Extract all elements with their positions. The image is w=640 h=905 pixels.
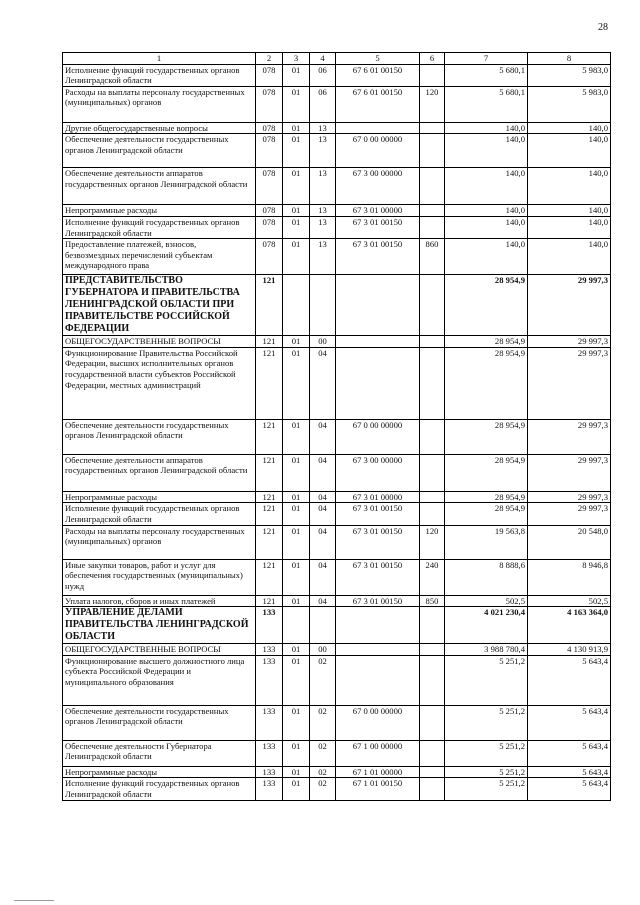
section-cell: 01 [283, 503, 310, 525]
ministry-code-cell: 121 [256, 275, 283, 336]
row-name-cell: Исполнение функций государственных органов Ленинградской области [63, 503, 256, 525]
ministry-code-cell: 078 [256, 216, 283, 238]
row-name-cell: Уплата налогов, сборов и иных платежей [63, 595, 256, 607]
expense-type-cell [420, 454, 445, 491]
table-row [63, 559, 611, 595]
row-name-cell: Обеспечение деятельности Губернатора Ленинградской области [63, 740, 256, 766]
amount-year-2-cell: 29 997,3 [528, 454, 611, 491]
header-col-2: 2 [256, 53, 283, 65]
section-cell: 01 [283, 559, 310, 595]
section-cell: 01 [283, 134, 310, 168]
amount-year-2-cell: 5 643,4 [528, 740, 611, 766]
amount-year-2-cell: 502,5 [528, 595, 611, 607]
expense-type-cell [420, 168, 445, 205]
subsection-cell: 04 [310, 454, 336, 491]
table-row [63, 134, 611, 168]
table-row [63, 644, 611, 656]
amount-year-2-cell: 20 548,0 [528, 525, 611, 559]
subsection-cell: 13 [310, 134, 336, 168]
target-article-cell: 67 1 01 00150 [336, 778, 420, 800]
section-cell: 01 [283, 491, 310, 503]
amount-year-2-cell: 140,0 [528, 239, 611, 275]
ministry-code-cell: 078 [256, 134, 283, 168]
amount-year-1-cell: 8 888,6 [445, 559, 528, 595]
table-row [63, 419, 611, 454]
amount-year-1-cell: 28 954,9 [445, 336, 528, 348]
row-name-cell: Обеспечение деятельности государственных органов Ленинградской области [63, 419, 256, 454]
amount-year-1-cell: 140,0 [445, 216, 528, 238]
expense-type-cell [420, 503, 445, 525]
amount-year-1-cell: 5 680,1 [445, 64, 528, 86]
row-name-cell: Исполнение функций государственных органов Ленинградской области [63, 64, 256, 86]
section-cell: 01 [283, 644, 310, 656]
section-cell: 01 [283, 740, 310, 766]
target-article-cell: 67 3 00 00000 [336, 454, 420, 491]
amount-year-2-cell: 5 643,4 [528, 705, 611, 740]
amount-year-2-cell: 29 997,3 [528, 336, 611, 348]
expense-type-cell: 850 [420, 595, 445, 607]
expense-type-cell [420, 644, 445, 656]
section-cell: 01 [283, 454, 310, 491]
header-col-6: 6 [420, 53, 445, 65]
ministry-code-cell: 121 [256, 336, 283, 348]
table-row [63, 168, 611, 205]
expense-type-cell: 240 [420, 559, 445, 595]
ministry-code-cell: 121 [256, 454, 283, 491]
section-cell: 01 [283, 336, 310, 348]
row-name-cell: Иные закупки товаров, работ и услуг для обеспечения государственных (муниципальных) нужд [63, 559, 256, 595]
target-article-cell [336, 336, 420, 348]
subsection-cell: 13 [310, 122, 336, 134]
amount-year-2-cell: 29 997,3 [528, 503, 611, 525]
ministry-code-cell: 078 [256, 122, 283, 134]
subsection-cell: 04 [310, 559, 336, 595]
section-cell: 01 [283, 655, 310, 705]
expense-type-cell [420, 347, 445, 419]
amount-year-2-cell: 29 997,3 [528, 419, 611, 454]
amount-year-1-cell: 28 954,9 [445, 454, 528, 491]
scan-artifact [14, 900, 54, 901]
amount-year-1-cell: 140,0 [445, 122, 528, 134]
amount-year-2-cell: 4 163 364,0 [528, 607, 611, 644]
table-row [63, 655, 611, 705]
amount-year-2-cell: 8 946,8 [528, 559, 611, 595]
header-col-4: 4 [310, 53, 336, 65]
expense-type-cell [420, 766, 445, 778]
target-article-cell: 67 6 01 00150 [336, 86, 420, 122]
subsection-cell: 02 [310, 766, 336, 778]
amount-year-1-cell: 502,5 [445, 595, 528, 607]
ministry-code-cell: 133 [256, 778, 283, 800]
header-col-3: 3 [283, 53, 310, 65]
amount-year-1-cell: 28 954,9 [445, 491, 528, 503]
expense-type-cell [420, 216, 445, 238]
section-cell: 01 [283, 525, 310, 559]
section-cell: 01 [283, 347, 310, 419]
row-name-cell: Исполнение функций государственных органов Ленинградской области [63, 216, 256, 238]
row-name-cell: ПРЕДСТАВИТЕЛЬСТВО ГУБЕРНАТОРА И ПРАВИТЕЛЬСТВА ЛЕНИНГРАДСКОЙ ОБЛАСТИ ПРИ ПРАВИТЕЛЬСТВЕ РОССИЙСКОЙ ФЕДЕРАЦИИ [63, 275, 256, 336]
target-article-cell [336, 644, 420, 656]
amount-year-2-cell: 140,0 [528, 134, 611, 168]
subsection-cell: 02 [310, 740, 336, 766]
row-name-cell: Обеспечение деятельности аппаратов государственных органов Ленинградской области [63, 168, 256, 205]
row-name-cell: УПРАВЛЕНИЕ ДЕЛАМИ ПРАВИТЕЛЬСТВА ЛЕНИНГРАДСКОЙ ОБЛАСТИ [63, 607, 256, 644]
subsection-cell: 04 [310, 595, 336, 607]
subsection-cell: 04 [310, 419, 336, 454]
subsection-cell: 04 [310, 347, 336, 419]
expense-type-cell [420, 275, 445, 336]
table-row [63, 86, 611, 122]
expense-type-cell [420, 336, 445, 348]
header-col-5: 5 [336, 53, 420, 65]
amount-year-1-cell: 28 954,9 [445, 347, 528, 419]
expense-type-cell [420, 491, 445, 503]
section-cell: 01 [283, 86, 310, 122]
target-article-cell: 67 6 01 00150 [336, 64, 420, 86]
target-article-cell: 67 0 00 00000 [336, 705, 420, 740]
subsection-cell: 00 [310, 336, 336, 348]
section-cell: 01 [283, 168, 310, 205]
expense-type-cell [420, 122, 445, 134]
subsection-cell: 02 [310, 705, 336, 740]
header-col-8: 8 [528, 53, 611, 65]
row-name-cell: ОБЩЕГОСУДАРСТВЕННЫЕ ВОПРОСЫ [63, 644, 256, 656]
budget-table [62, 52, 611, 801]
section-cell: 01 [283, 64, 310, 86]
amount-year-2-cell: 29 997,3 [528, 275, 611, 336]
table-row [63, 336, 611, 348]
target-article-cell: 67 3 01 00150 [336, 239, 420, 275]
amount-year-1-cell: 5 251,2 [445, 766, 528, 778]
row-name-cell: Функционирование высшего должностного лица субъекта Российской Федерации и муниципального образования [63, 655, 256, 705]
row-name-cell: Расходы на выплаты персоналу государственных (муниципальных) органов [63, 525, 256, 559]
amount-year-2-cell: 140,0 [528, 205, 611, 217]
amount-year-2-cell: 5 983,0 [528, 86, 611, 122]
table-header-row [63, 53, 611, 65]
table-row [63, 122, 611, 134]
row-name-cell: ОБЩЕГОСУДАРСТВЕННЫЕ ВОПРОСЫ [63, 336, 256, 348]
section-cell: 01 [283, 205, 310, 217]
ministry-code-cell: 133 [256, 766, 283, 778]
expense-type-cell [420, 419, 445, 454]
table-row [63, 491, 611, 503]
row-name-cell: Предоставление платежей, взносов, безвозмездных перечислений субъектам международного права [63, 239, 256, 275]
section-cell: 01 [283, 419, 310, 454]
target-article-cell: 67 3 01 00150 [336, 525, 420, 559]
target-article-cell: 67 3 01 00150 [336, 503, 420, 525]
subsection-cell [310, 275, 336, 336]
subsection-cell: 04 [310, 503, 336, 525]
table-row [63, 347, 611, 419]
row-name-cell: Обеспечение деятельности государственных органов Ленинградской области [63, 705, 256, 740]
ministry-code-cell: 078 [256, 205, 283, 217]
ministry-code-cell: 133 [256, 705, 283, 740]
ministry-code-cell: 121 [256, 419, 283, 454]
ministry-code-cell: 078 [256, 168, 283, 205]
row-name-cell: Обеспечение деятельности аппаратов государственных органов Ленинградской области [63, 454, 256, 491]
amount-year-1-cell: 5 251,2 [445, 740, 528, 766]
amount-year-2-cell: 29 997,3 [528, 347, 611, 419]
section-cell: 01 [283, 766, 310, 778]
ministry-code-cell: 121 [256, 525, 283, 559]
row-name-cell: Функционирование Правительства Российской Федерации, высших исполнительных органов государственной власти субъектов Российской Федерации, местных администраций [63, 347, 256, 419]
amount-year-1-cell: 4 021 230,4 [445, 607, 528, 644]
amount-year-1-cell: 5 680,1 [445, 86, 528, 122]
subsection-cell: 00 [310, 644, 336, 656]
amount-year-1-cell: 5 251,2 [445, 778, 528, 800]
table-row [63, 275, 611, 336]
table-row [63, 525, 611, 559]
subsection-cell [310, 607, 336, 644]
header-col-1: 1 [63, 53, 256, 65]
ministry-code-cell: 078 [256, 239, 283, 275]
expense-type-cell [420, 740, 445, 766]
amount-year-2-cell: 29 997,3 [528, 491, 611, 503]
target-article-cell: 67 3 01 00000 [336, 205, 420, 217]
amount-year-1-cell: 5 251,2 [445, 705, 528, 740]
section-cell [283, 607, 310, 644]
table-row [63, 607, 611, 644]
subsection-cell: 13 [310, 168, 336, 205]
amount-year-2-cell: 5 643,4 [528, 655, 611, 705]
amount-year-1-cell: 140,0 [445, 134, 528, 168]
table-row [63, 503, 611, 525]
expense-type-cell [420, 205, 445, 217]
target-article-cell [336, 122, 420, 134]
table-row [63, 595, 611, 607]
target-article-cell: 67 1 01 00000 [336, 766, 420, 778]
target-article-cell: 67 3 01 00150 [336, 216, 420, 238]
amount-year-1-cell: 19 563,8 [445, 525, 528, 559]
amount-year-2-cell: 140,0 [528, 168, 611, 205]
section-cell: 01 [283, 239, 310, 275]
subsection-cell: 04 [310, 491, 336, 503]
subsection-cell: 13 [310, 239, 336, 275]
target-article-cell: 67 3 00 00000 [336, 168, 420, 205]
row-name-cell: Непрограммные расходы [63, 491, 256, 503]
subsection-cell: 06 [310, 64, 336, 86]
target-article-cell: 67 0 00 00000 [336, 419, 420, 454]
expense-type-cell [420, 705, 445, 740]
row-name-cell: Расходы на выплаты персоналу государственных (муниципальных) органов [63, 86, 256, 122]
amount-year-2-cell: 5 643,4 [528, 766, 611, 778]
amount-year-1-cell: 140,0 [445, 168, 528, 205]
expense-type-cell [420, 778, 445, 800]
ministry-code-cell: 133 [256, 740, 283, 766]
page-number: 28 [598, 22, 608, 33]
ministry-code-cell: 121 [256, 595, 283, 607]
amount-year-1-cell: 28 954,9 [445, 419, 528, 454]
row-name-cell: Другие общегосударственные вопросы [63, 122, 256, 134]
ministry-code-cell: 121 [256, 347, 283, 419]
section-cell: 01 [283, 216, 310, 238]
subsection-cell: 02 [310, 778, 336, 800]
table-row [63, 740, 611, 766]
target-article-cell: 67 3 01 00000 [336, 491, 420, 503]
ministry-code-cell: 121 [256, 491, 283, 503]
target-article-cell: 67 3 01 00150 [336, 559, 420, 595]
target-article-cell [336, 655, 420, 705]
subsection-cell: 13 [310, 216, 336, 238]
table-row [63, 64, 611, 86]
ministry-code-cell: 133 [256, 655, 283, 705]
row-name-cell: Исполнение функций государственных органов Ленинградской области [63, 778, 256, 800]
amount-year-1-cell: 140,0 [445, 239, 528, 275]
amount-year-1-cell: 140,0 [445, 205, 528, 217]
ministry-code-cell: 121 [256, 503, 283, 525]
expense-type-cell [420, 655, 445, 705]
subsection-cell: 13 [310, 205, 336, 217]
expense-type-cell [420, 64, 445, 86]
row-name-cell: Обеспечение деятельности государственных органов Ленинградской области [63, 134, 256, 168]
table-row [63, 216, 611, 238]
target-article-cell: 67 0 00 00000 [336, 134, 420, 168]
section-cell: 01 [283, 705, 310, 740]
expense-type-cell [420, 134, 445, 168]
section-cell [283, 275, 310, 336]
expense-type-cell: 860 [420, 239, 445, 275]
amount-year-2-cell: 4 130 913,9 [528, 644, 611, 656]
ministry-code-cell: 133 [256, 644, 283, 656]
ministry-code-cell: 133 [256, 607, 283, 644]
amount-year-1-cell: 3 988 780,4 [445, 644, 528, 656]
subsection-cell: 06 [310, 86, 336, 122]
subsection-cell: 02 [310, 655, 336, 705]
amount-year-1-cell: 28 954,9 [445, 503, 528, 525]
section-cell: 01 [283, 122, 310, 134]
amount-year-1-cell: 5 251,2 [445, 655, 528, 705]
section-cell: 01 [283, 595, 310, 607]
expense-type-cell: 120 [420, 525, 445, 559]
amount-year-2-cell: 5 983,0 [528, 64, 611, 86]
table-row [63, 454, 611, 491]
target-article-cell [336, 607, 420, 644]
table-row [63, 778, 611, 800]
ministry-code-cell: 121 [256, 559, 283, 595]
amount-year-2-cell: 140,0 [528, 216, 611, 238]
target-article-cell [336, 347, 420, 419]
target-article-cell [336, 275, 420, 336]
row-name-cell: Непрограммные расходы [63, 205, 256, 217]
expense-type-cell: 120 [420, 86, 445, 122]
ministry-code-cell: 078 [256, 86, 283, 122]
target-article-cell: 67 3 01 00150 [336, 595, 420, 607]
table-row [63, 766, 611, 778]
subsection-cell: 04 [310, 525, 336, 559]
section-cell: 01 [283, 778, 310, 800]
amount-year-1-cell: 28 954,9 [445, 275, 528, 336]
target-article-cell: 67 1 00 00000 [336, 740, 420, 766]
expense-type-cell [420, 607, 445, 644]
table-row [63, 705, 611, 740]
amount-year-2-cell: 140,0 [528, 122, 611, 134]
header-col-7: 7 [445, 53, 528, 65]
row-name-cell: Непрограммные расходы [63, 766, 256, 778]
table-row [63, 205, 611, 217]
amount-year-2-cell: 5 643,4 [528, 778, 611, 800]
ministry-code-cell: 078 [256, 64, 283, 86]
table-row [63, 239, 611, 275]
